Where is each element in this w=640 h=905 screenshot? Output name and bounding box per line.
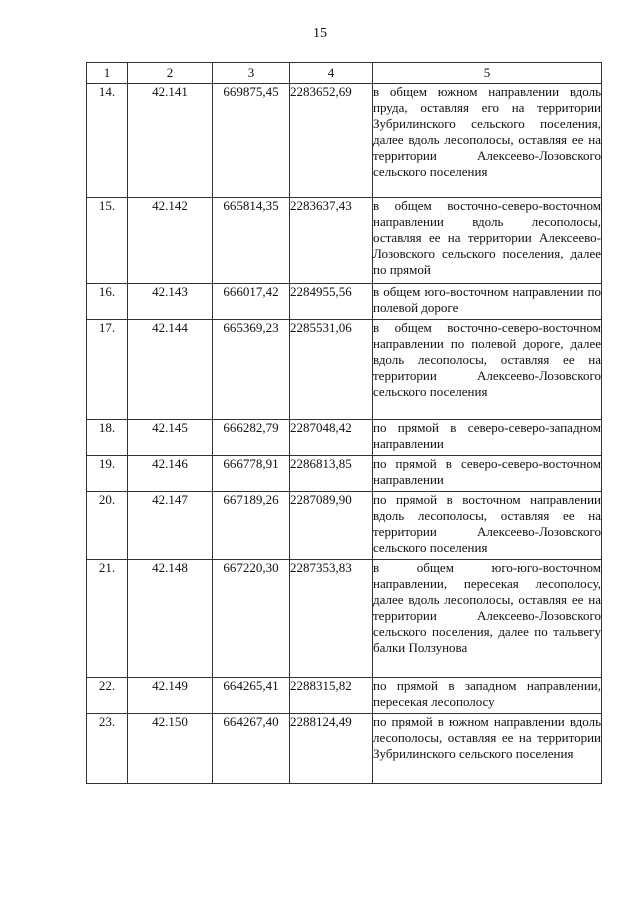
point-id: 42.148 (128, 560, 213, 678)
coordinate-y: 2286813,85 (290, 456, 373, 492)
column-header-3: 3 (213, 63, 290, 84)
row-number: 18. (87, 420, 128, 456)
point-id: 42.141 (128, 84, 213, 198)
row-number: 17. (87, 320, 128, 420)
boundary-points-table (86, 62, 602, 784)
coordinate-y: 2287048,42 (290, 420, 373, 456)
boundary-description: по прямой в северо-северо-восточном направлении (373, 456, 602, 492)
table-row (87, 198, 602, 284)
point-id: 42.146 (128, 456, 213, 492)
coordinate-y: 2288124,49 (290, 714, 373, 784)
row-number: 14. (87, 84, 128, 198)
column-header-2: 2 (128, 63, 213, 84)
table-row (87, 420, 602, 456)
table-row (87, 456, 602, 492)
boundary-description: по прямой в западном направлении, пересекая лесополосу (373, 678, 602, 714)
coordinate-y: 2284955,56 (290, 284, 373, 320)
coordinate-x: 665369,23 (213, 320, 290, 420)
column-header-5: 5 (373, 63, 602, 84)
table-row (87, 84, 602, 198)
boundary-description: в общем южном направлении вдоль пруда, оставляя его на территории Зубрилинского сельского поселения, далее вдоль лесополосы, оставляя ее на территории Алексеево-Лозовского сельского поселения (373, 84, 602, 198)
table-header-row (87, 63, 602, 84)
coordinate-y: 2283637,43 (290, 198, 373, 284)
point-id: 42.145 (128, 420, 213, 456)
table-row (87, 714, 602, 784)
boundary-description: в общем юго-юго-восточном направлении, пересекая лесополосу, далее вдоль лесополосы, оставляя ее на территории Алексеево-Лозовского сельского поселения, далее по тальвегу балки Ползунова (373, 560, 602, 678)
coordinate-x: 665814,35 (213, 198, 290, 284)
boundary-description: по прямой в восточном направлении вдоль лесополосы, оставляя ее на территории Алексеево-Лозовского сельского поселения (373, 492, 602, 560)
point-id: 42.143 (128, 284, 213, 320)
row-number: 16. (87, 284, 128, 320)
row-number: 20. (87, 492, 128, 560)
coordinate-x: 664265,41 (213, 678, 290, 714)
coordinate-x: 667189,26 (213, 492, 290, 560)
table-row (87, 560, 602, 678)
coordinate-y: 2285531,06 (290, 320, 373, 420)
coordinate-x: 666017,42 (213, 284, 290, 320)
table-row (87, 320, 602, 420)
point-id: 42.149 (128, 678, 213, 714)
point-id: 42.147 (128, 492, 213, 560)
point-id: 42.150 (128, 714, 213, 784)
boundary-description: по прямой в южном направлении вдоль лесополосы, оставляя ее на территории Зубрилинского сельского поселения (373, 714, 602, 784)
coordinate-y: 2288315,82 (290, 678, 373, 714)
row-number: 22. (87, 678, 128, 714)
boundary-description: в общем восточно-северо-восточном направлении вдоль лесополосы, оставляя ее на территории Алексеево-Лозовского сельского поселения, далее по прямой (373, 198, 602, 284)
row-number: 21. (87, 560, 128, 678)
column-header-4: 4 (290, 63, 373, 84)
row-number: 23. (87, 714, 128, 784)
coordinate-x: 666282,79 (213, 420, 290, 456)
boundary-description: по прямой в северо-северо-западном направлении (373, 420, 602, 456)
point-id: 42.142 (128, 198, 213, 284)
coordinate-y: 2287353,83 (290, 560, 373, 678)
coordinate-x: 664267,40 (213, 714, 290, 784)
table-row (87, 678, 602, 714)
table-row (87, 284, 602, 320)
point-id: 42.144 (128, 320, 213, 420)
coordinate-y: 2283652,69 (290, 84, 373, 198)
boundary-description: в общем восточно-северо-восточном направлении по полевой дороге, далее вдоль лесополосы, оставляя ее на территории Алексеево-Лозовского сельского поселения (373, 320, 602, 420)
coordinate-y: 2287089,90 (290, 492, 373, 560)
boundary-description: в общем юго-восточном направлении по полевой дороге (373, 284, 602, 320)
coordinate-x: 666778,91 (213, 456, 290, 492)
row-number: 15. (87, 198, 128, 284)
column-header-1: 1 (87, 63, 128, 84)
page-number: 15 (313, 26, 327, 41)
coordinate-x: 667220,30 (213, 560, 290, 678)
row-number: 19. (87, 456, 128, 492)
table-row (87, 492, 602, 560)
coordinate-x: 669875,45 (213, 84, 290, 198)
